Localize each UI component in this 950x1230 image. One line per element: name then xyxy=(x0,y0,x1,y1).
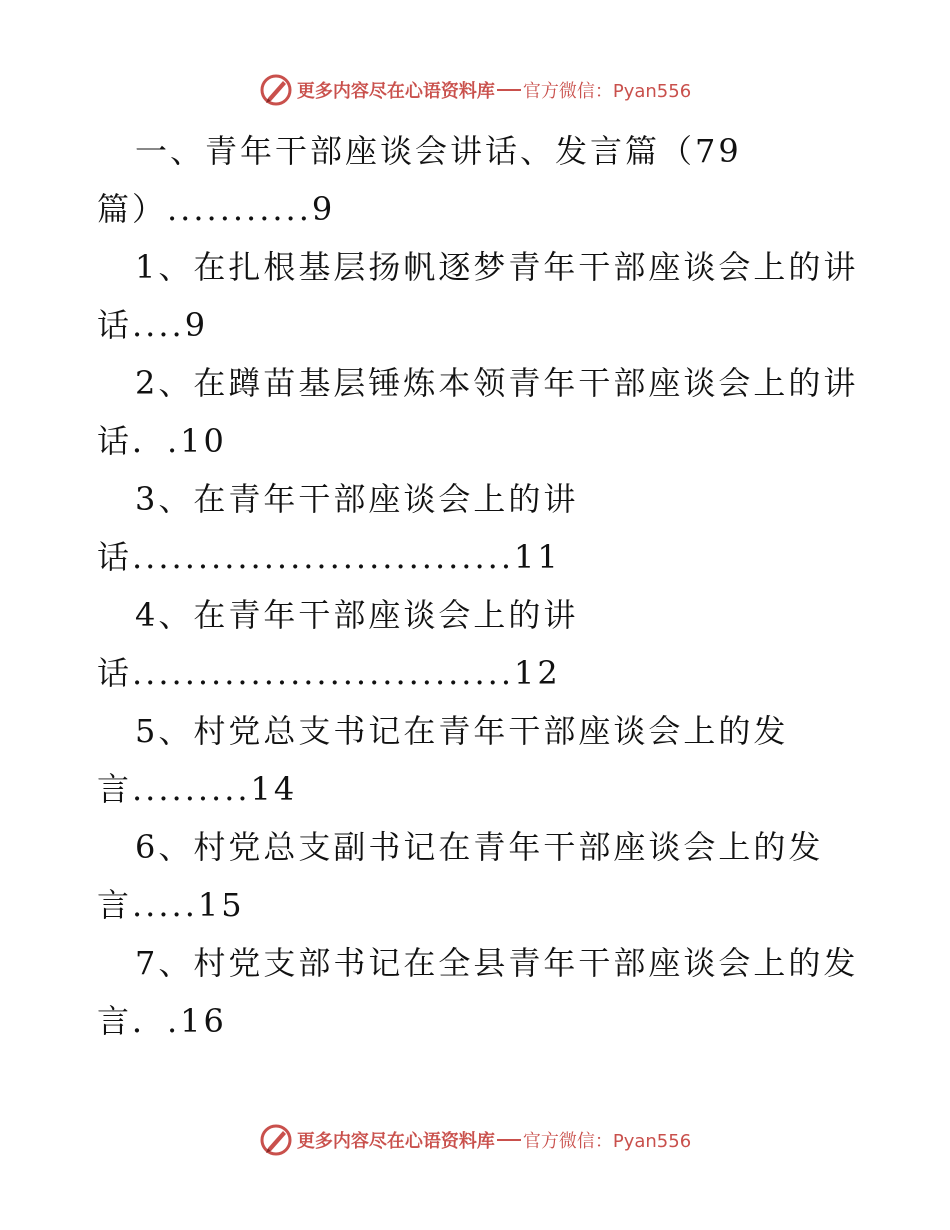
toc-entry-3-cont: 话.............................11 xyxy=(97,538,561,576)
banner-dash xyxy=(497,89,521,91)
toc-entry-7: 7、村党支部书记在全县青年干部座谈会上的发 xyxy=(135,944,859,982)
table-of-contents xyxy=(97,122,877,1050)
toc-section-heading: 一、青年干部座谈会讲话、发言篇（79 xyxy=(135,132,742,170)
banner-suffix-text: 官方微信：Pyan556 xyxy=(522,81,692,102)
toc-entry-1-cont: 话....9 xyxy=(97,306,209,344)
toc-entry-3: 3、在青年干部座谈会上的讲 xyxy=(135,480,579,518)
toc-entry-7-cont: 言．.16 xyxy=(97,1002,227,1040)
toc-entry-2: 2、在蹲苗基层锤炼本领青年干部座谈会上的讲 xyxy=(135,364,859,402)
toc-entry-6: 6、村党总支副书记在青年干部座谈会上的发 xyxy=(135,828,824,866)
toc-entry-1: 1、在扎根基层扬帆逐梦青年干部座谈会上的讲 xyxy=(135,248,859,286)
header-banner xyxy=(0,70,950,110)
toc-section-heading-cont: 篇）...........9 xyxy=(97,190,336,228)
toc-entry-6-cont: 言.....15 xyxy=(97,886,245,924)
toc-entry-4: 4、在青年干部座谈会上的讲 xyxy=(135,596,579,634)
banner-main-text: 更多内容尽在心语资料库 xyxy=(296,81,495,102)
banner-suffix-text: 官方微信：Pyan556 xyxy=(522,1131,692,1152)
banner-dash xyxy=(497,1139,521,1141)
toc-entry-4-cont: 话.............................12 xyxy=(97,654,561,692)
banner-main-text: 更多内容尽在心语资料库 xyxy=(296,1131,495,1152)
toc-entry-5-cont: 言.........14 xyxy=(97,770,298,808)
toc-entry-5: 5、村党总支书记在青年干部座谈会上的发 xyxy=(135,712,789,750)
toc-entry-2-cont: 话．.10 xyxy=(97,422,227,460)
footer-banner xyxy=(0,1120,950,1160)
pen-logo-icon xyxy=(259,1123,293,1157)
pen-logo-icon xyxy=(259,73,293,107)
